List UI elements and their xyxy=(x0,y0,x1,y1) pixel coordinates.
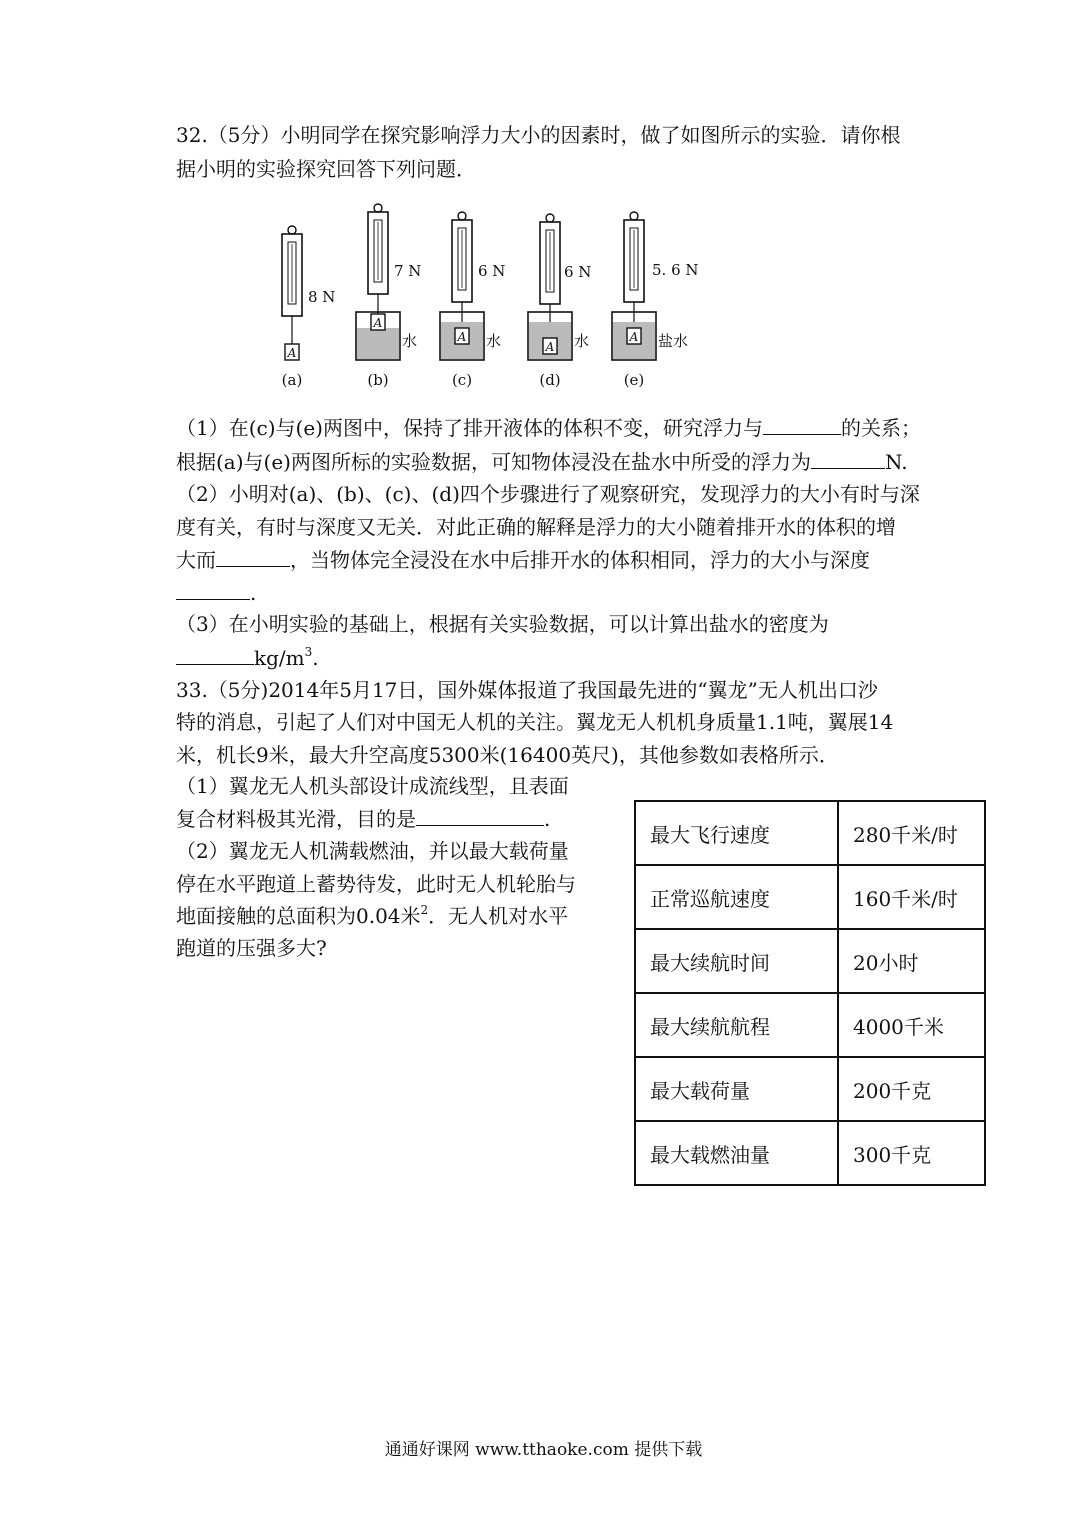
reading-a: 8 N xyxy=(308,288,336,306)
q33-line-2: 特的消息，引起了人们对中国无人机的关注。翼龙无人机机身质量1.1吨，翼展14 xyxy=(176,710,894,734)
caption-d: (d) xyxy=(539,371,561,389)
q32-part2-text-c2: ，当物体完全浸没在水中后排开水的体积相同，浮力的大小与深度 xyxy=(290,548,870,572)
answer-blank-3[interactable] xyxy=(216,544,290,567)
table-row xyxy=(635,1121,985,1185)
q32-part3-line-a: （3）在小明实验的基础上，根据有关实验数据，可以计算出盐水的密度为 xyxy=(176,612,829,636)
table-row xyxy=(635,865,985,929)
spec-value: 300千克 xyxy=(838,1121,985,1185)
q32-part2-line-d xyxy=(176,577,256,608)
caption-e: (e) xyxy=(623,371,645,389)
q32-part1-line-a xyxy=(176,412,921,443)
q33-sub1-line-a: （1）翼龙无人机头部设计成流线型，且表面 xyxy=(176,774,569,798)
q33-sub2-text-d: ．无人机对水平 xyxy=(428,904,569,928)
spec-name: 最大载燃油量 xyxy=(635,1121,838,1185)
block-label-b: A xyxy=(373,316,383,330)
q32-line-2: 据小明的实验探究回答下列问题． xyxy=(176,157,476,181)
q32-part1-line-b xyxy=(176,446,908,477)
page-footer: 通通好课网 www.tthaoke.com 提供下载 xyxy=(384,1440,703,1460)
block-label-a: A xyxy=(287,346,297,360)
spec-value: 200千克 xyxy=(838,1057,985,1121)
scale-c xyxy=(440,212,505,389)
table-row xyxy=(635,929,985,993)
block-label-d: A xyxy=(545,340,555,354)
q33-sub2-line-a: （2）翼龙无人机满载燃油，并以最大载荷量 xyxy=(176,839,569,863)
table-row xyxy=(635,1057,985,1121)
spec-name: 最大载荷量 xyxy=(635,1057,838,1121)
liquid-d: 水 xyxy=(574,332,590,350)
drone-spec-table xyxy=(634,800,986,1186)
spec-name: 正常巡航速度 xyxy=(635,865,838,929)
answer-blank-5[interactable] xyxy=(176,642,254,665)
q33-sub2-text-c: 地面接触的总面积为0.04米 xyxy=(176,904,421,928)
table-row xyxy=(635,993,985,1057)
q32-line-1: 32.（5分）小明同学在探究影响浮力大小的因素时，做了如图所示的实验．请你根 xyxy=(176,123,901,147)
density-unit: kg/m xyxy=(254,646,305,670)
q32-part1-text-b: 根据(a)与(e)两图所标的实验数据，可知物体浸没在盐水中所受的浮力为 xyxy=(176,450,811,474)
spring-scale-figure xyxy=(262,196,722,396)
caption-c: (c) xyxy=(451,371,473,389)
q32-part2-text-d: . xyxy=(250,581,257,605)
spec-value: 160千米/时 xyxy=(838,865,985,929)
q33-sub1-text-b: 复合材料极其光滑，目的是 xyxy=(176,807,416,831)
q32-part1-text-a: （1）在(c)与(e)两图中，保持了排开液体的体积不变，研究浮力与 xyxy=(176,416,763,440)
spec-name: 最大续航航程 xyxy=(635,993,838,1057)
q33-sub2-line-c xyxy=(176,901,568,931)
answer-blank-1[interactable] xyxy=(763,412,841,435)
caption-b: (b) xyxy=(367,371,389,389)
q33-line-3: 米，机长9米，最大升空高度5300米(16400英尺)，其他参数如表格所示． xyxy=(176,743,839,767)
answer-blank-6[interactable] xyxy=(416,803,544,826)
q32-part1-text-a2: 的关系； xyxy=(840,416,921,440)
q33-sub2-line-e: 跑道的压强多大? xyxy=(176,936,327,960)
reading-b: 7 N xyxy=(394,262,422,280)
answer-blank-4[interactable] xyxy=(176,577,250,600)
liquid-c: 水 xyxy=(486,332,502,350)
q32-part3-line-b xyxy=(176,642,319,673)
q33-line-1: 33.（5分)2014年5月17日，国外媒体报道了我国最先进的“翼龙”无人机出口沙 xyxy=(176,678,878,702)
caption-a: (a) xyxy=(281,371,303,389)
reading-d: 6 N xyxy=(564,263,592,281)
area-unit-exponent: 2 xyxy=(420,903,429,917)
table-row xyxy=(635,801,985,865)
spec-name: 最大飞行速度 xyxy=(635,801,838,865)
reading-c: 6 N xyxy=(478,262,506,280)
q32-part1-text-b2: N. xyxy=(884,450,908,474)
scale-b xyxy=(356,204,421,389)
spec-value: 4000千米 xyxy=(838,993,985,1057)
q32-part2-text-c1: 大而 xyxy=(176,548,216,572)
spec-value: 280千米/时 xyxy=(838,801,985,865)
q33-sub1-end: . xyxy=(544,807,551,831)
q32-part2-line-c xyxy=(176,544,870,575)
liquid-e: 盐水 xyxy=(658,332,689,350)
scale-d xyxy=(528,214,591,389)
scale-e xyxy=(612,212,699,389)
q33-sub1-line-b xyxy=(176,803,550,834)
block-label-e: A xyxy=(629,330,639,344)
spec-name: 最大续航时间 xyxy=(635,929,838,993)
q32-part2-line-b: 度有关，有时与深度又无关．对此正确的解释是浮力的大小随着排开水的体积的增 xyxy=(176,515,896,539)
density-unit-exponent: 3 xyxy=(304,645,313,659)
liquid-b: 水 xyxy=(402,332,418,350)
q33-sub2-line-b: 停在水平跑道上蓄势待发，此时无人机轮胎与 xyxy=(176,872,576,896)
answer-blank-2[interactable] xyxy=(811,446,885,469)
q32-part2-line-a: （2）小明对(a)、(b)、(c)、(d)四个步骤进行了观察研究，发现浮力的大小有时与深 xyxy=(176,482,920,506)
reading-e: 5. 6 N xyxy=(652,261,699,279)
block-label-c: A xyxy=(457,330,467,344)
scale-a xyxy=(282,226,336,389)
spec-value: 20小时 xyxy=(838,929,985,993)
q32-part3-end: . xyxy=(312,646,319,670)
